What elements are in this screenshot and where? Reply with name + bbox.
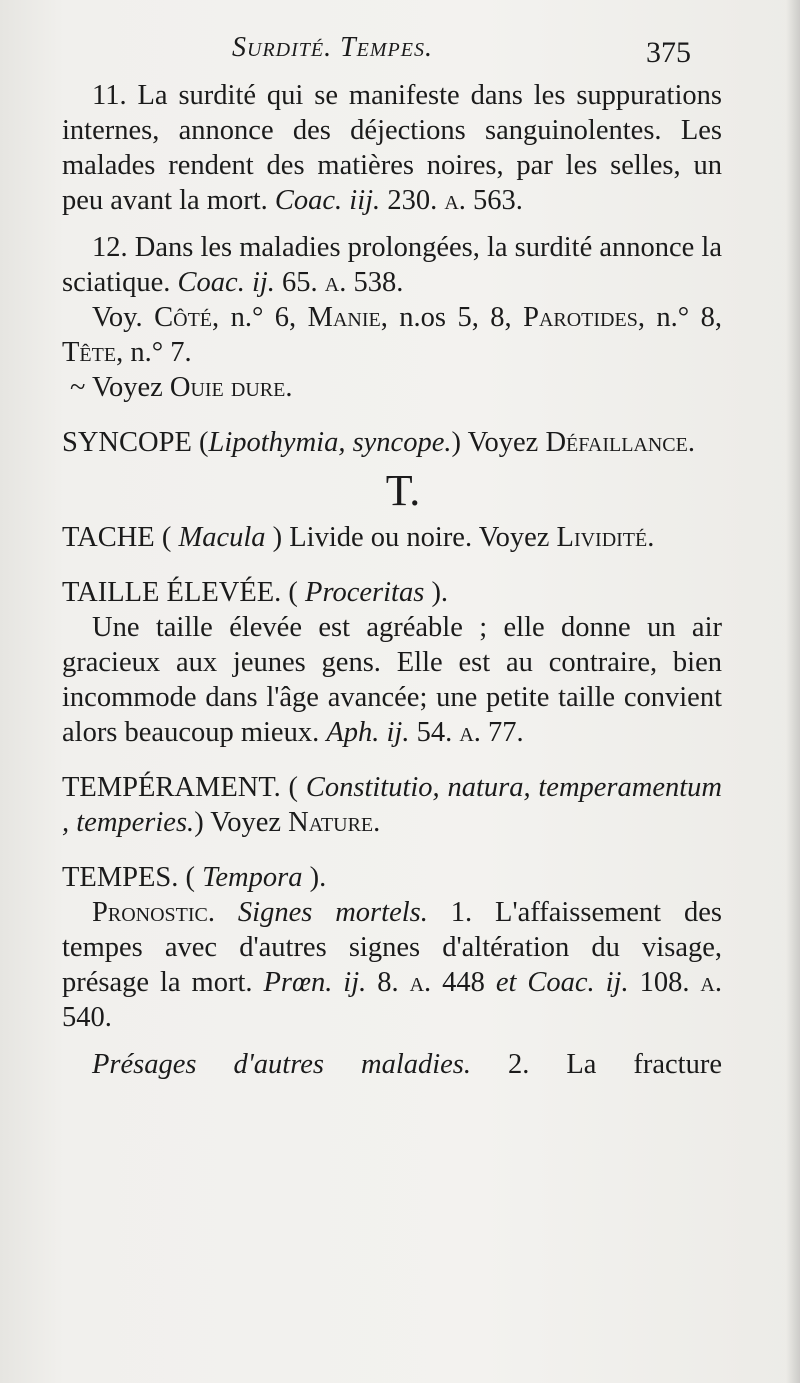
reference-article: a.: [324, 267, 347, 298]
reference-number: 230.: [380, 185, 445, 216]
entry-body: Une taille élevée est agréable ; elle donne un air gracieux aux jeunes gens. Elle est au contraire, bien incommode dans l'âge avancée; une petite taille convient alors beaucoup mieux.: [62, 612, 722, 748]
xref-cote: Côté: [154, 302, 213, 333]
voy-label: Voyez: [85, 372, 170, 403]
entry-body: 2. La fracture: [471, 1049, 722, 1080]
entry-xref: Nature.: [288, 807, 381, 838]
entry-head: TACHE (: [62, 522, 179, 553]
reference: Coac. ij.: [177, 267, 275, 298]
running-head: Surdité. Tempes.: [232, 32, 433, 63]
paragraph-text: Dans les maladies prolongées, la surdité annonce la sciatique.: [62, 232, 722, 298]
reference-article: a.: [444, 185, 466, 216]
entry-latin: Macula: [178, 522, 266, 553]
entry-tempes-body: [62, 895, 722, 1035]
reference-article: a.: [409, 967, 432, 998]
entry-tempes-presages: [62, 1047, 722, 1082]
reference-number: 538.: [346, 267, 404, 298]
entry-tache: [62, 520, 722, 555]
page-header: [0, 32, 800, 80]
reference-number: 540.: [62, 1002, 112, 1033]
subsection-label: Pronostic.: [92, 897, 215, 928]
reference-number: 8.: [366, 967, 410, 998]
reference-number: 65.: [274, 267, 325, 298]
entry-head: TAILLE ÉLEVÉE. (: [62, 577, 306, 608]
reference-et: et: [495, 967, 517, 998]
entry-head: SYNCOPE (: [62, 427, 209, 458]
entry-syncope: [62, 425, 722, 460]
entry-latin: Constitutio, natura, temperamentum , temperies.: [62, 772, 722, 838]
entry-tail: ) Livide ou noire. Voyez: [265, 522, 557, 553]
page-number: 375: [646, 36, 691, 69]
tilde-mark: ~: [70, 372, 86, 403]
entry-body: 1. L'affaissement des tempes avec d'autres signes d'altération du visage, présage la mort.: [62, 897, 722, 998]
entry-tail: ).: [424, 577, 449, 608]
paragraph-12: [62, 230, 722, 300]
paragraph-number: 11.: [92, 80, 127, 111]
subsection-title: Signes mortels.: [215, 897, 428, 928]
reference-number: 54.: [409, 717, 460, 748]
section-letter: T.: [385, 466, 421, 515]
entry-tempes-head: [62, 860, 722, 895]
reference-number: 563.: [465, 185, 523, 216]
reference: Coac. iij.: [274, 185, 381, 216]
reference-article: a.: [459, 717, 481, 748]
reference-number: 77.: [480, 717, 524, 748]
xref-text: , n.os 5, 8,: [380, 302, 524, 333]
xref-text: , n.° 7.: [116, 337, 192, 368]
entry-xref: Défaillance.: [545, 427, 695, 458]
reference: Coac. ij.: [516, 967, 629, 998]
cross-reference-line: [62, 300, 722, 370]
reference-number: 108.: [628, 967, 701, 998]
entry-taille-head: [62, 575, 722, 610]
reference-number: 448: [431, 967, 496, 998]
page-body: [62, 78, 722, 1082]
entry-tail: ) Voyez: [194, 807, 289, 838]
xref-tete: Tête: [62, 337, 117, 368]
page-edge-shadow: [786, 0, 800, 1383]
entry-xref: Lividité.: [556, 522, 655, 553]
paragraph-number: 12.: [92, 232, 128, 263]
reference: Prœn. ij.: [263, 967, 367, 998]
entry-taille-body: [62, 610, 722, 750]
reference-article: a.: [700, 967, 722, 998]
xref-parotides: Parotides: [523, 302, 638, 333]
entry-head: TEMPES. (: [62, 862, 203, 893]
xref-text: , n.° 8,: [637, 302, 722, 333]
entry-tail: ) Voyez: [451, 427, 546, 458]
entry-latin: Proceritas: [305, 577, 425, 608]
cross-reference-line: [62, 370, 722, 405]
reference: Aph. ij.: [326, 717, 410, 748]
voy-label: Voy.: [92, 302, 155, 333]
entry-head: TEMPÉRAMENT. (: [62, 772, 306, 803]
paragraph-11: [62, 78, 722, 218]
entry-tail: ).: [302, 862, 327, 893]
paragraph-text: La surdité qui se manifeste dans les suppurations internes, annonce des déjections sanguinolentes. Les malades rendent des matières noires, par les selles, un peu avant la mort.: [62, 80, 722, 216]
subsection-title: Présages d'autres maladies.: [92, 1049, 472, 1080]
entry-latin: Tempora: [202, 862, 303, 893]
entry-latin: Lipothymia, syncope.: [208, 427, 452, 458]
xref-ouie-dure: Ouie dure.: [169, 372, 293, 403]
xref-manie: Manie: [307, 302, 381, 333]
xref-text: , n.° 6,: [212, 302, 308, 333]
entry-temperament: [62, 770, 722, 840]
